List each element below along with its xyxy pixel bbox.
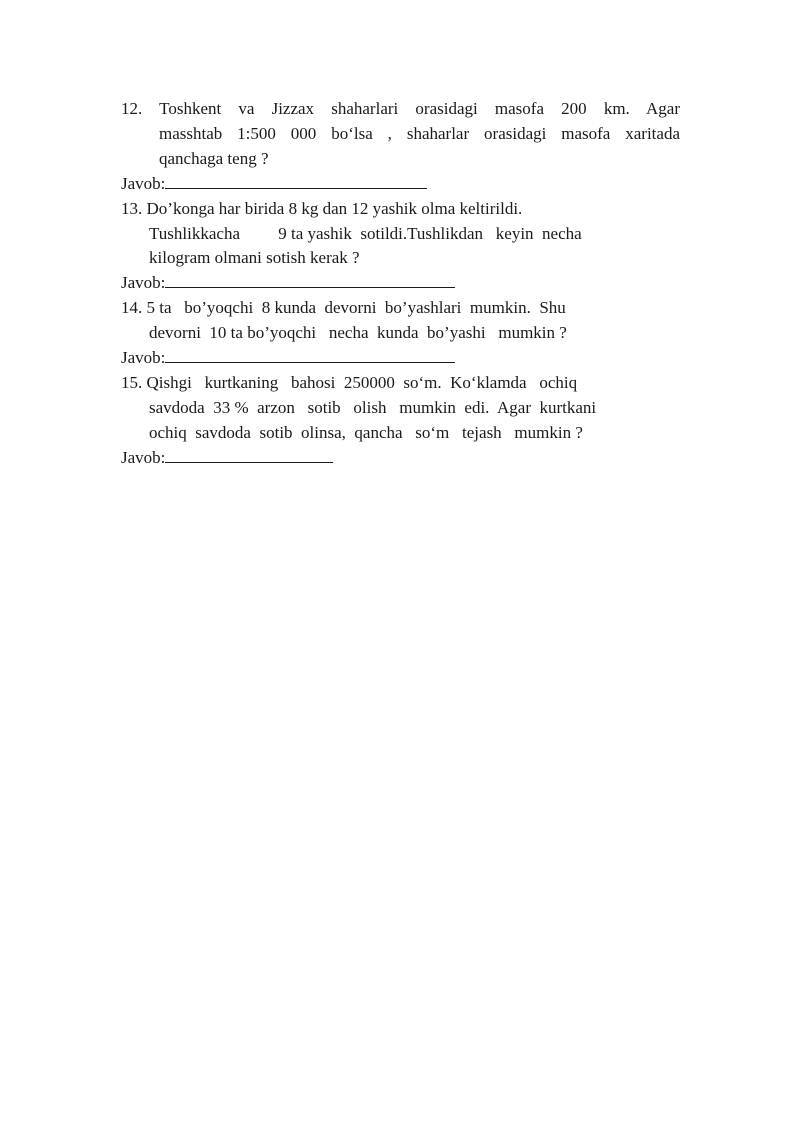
problem-text-line: kilogram olmani sotish kerak ? bbox=[149, 248, 360, 268]
problem-text-line: ochiq savdoda sotib olinsa, qancha so‘m tejash mumkin ? bbox=[149, 422, 583, 442]
problem-text-line: devorni 10 ta bo’yoqchi necha kunda bo’yashi mumkin ? bbox=[149, 323, 567, 343]
answer-label: Javob: bbox=[121, 273, 166, 293]
problem-number: 13. bbox=[121, 198, 143, 218]
problem-12 bbox=[121, 97, 681, 197]
answer-blank[interactable] bbox=[165, 446, 333, 463]
answer-label: Javob: bbox=[121, 447, 166, 467]
answer-blank[interactable] bbox=[165, 172, 427, 189]
answer-row bbox=[121, 446, 681, 471]
answer-row bbox=[121, 172, 681, 197]
problem-text-line: 5 ta bo’yoqchi 8 kunda devorni bo’yashlari mumkin. Shu bbox=[146, 298, 566, 318]
answer-label: Javob: bbox=[121, 173, 166, 193]
problem-number: 14. bbox=[121, 298, 143, 318]
answer-row bbox=[121, 271, 681, 296]
problem-text-line: masshtab 1:500 000 bo‘lsa , shaharlar orasidagi masofa xaritada bbox=[159, 123, 680, 143]
problem-number: 15. bbox=[121, 372, 143, 392]
problem-number: 12. bbox=[121, 99, 143, 118]
problem-text-line: Qishgi kurtkaning bahosi 250000 so‘m. Ko‘klamda ochiq bbox=[146, 372, 578, 392]
problem-13 bbox=[121, 197, 681, 297]
problem-14 bbox=[121, 296, 681, 371]
answer-label: Javob: bbox=[121, 348, 166, 368]
answer-blank[interactable] bbox=[165, 346, 455, 363]
problem-text-line: savdoda 33 % arzon sotib olish mumkin edi. Agar kurtkani bbox=[149, 397, 597, 417]
problem-text-line: qanchaga teng ? bbox=[159, 148, 269, 168]
problem-text-line: Toshkent va Jizzax shaharlari orasidagi masofa 200 km. Agar bbox=[159, 99, 681, 118]
problem-text-line: Tushlikkacha 9 ta yashik sotildi.Tushlikdan keyin necha bbox=[149, 223, 582, 243]
problem-text-line: Do’konga har birida 8 kg dan 12 yashik olma keltirildi. bbox=[146, 198, 523, 218]
answer-blank[interactable] bbox=[165, 271, 455, 288]
answer-row bbox=[121, 346, 681, 371]
problem-list bbox=[121, 97, 681, 471]
problem-15 bbox=[121, 371, 681, 471]
